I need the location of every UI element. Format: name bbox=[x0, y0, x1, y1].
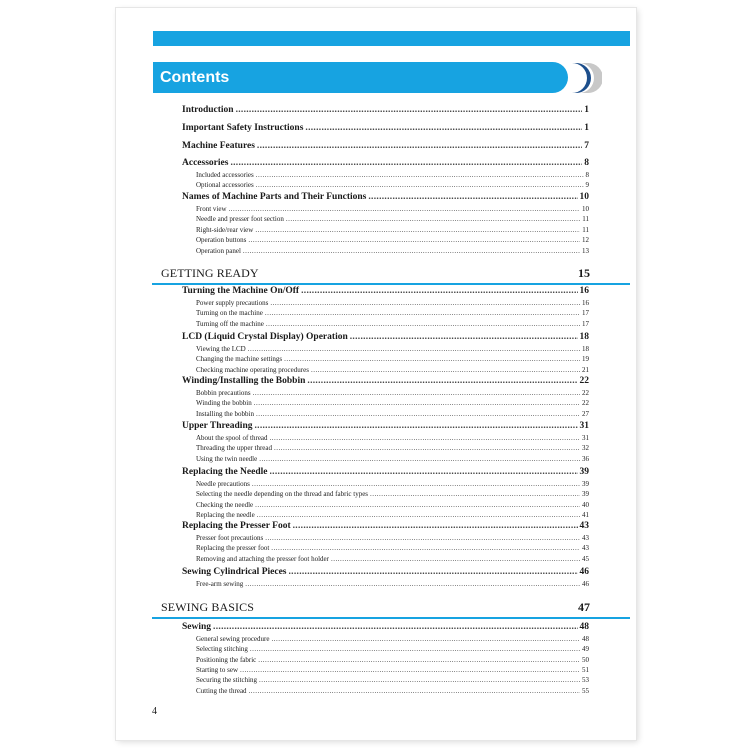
toc-subentry[interactable] bbox=[196, 354, 589, 364]
toc-entry-label: Introduction bbox=[182, 105, 234, 115]
toc-entry-label: Replacing the Presser Foot bbox=[182, 521, 291, 531]
toc-leader-dots bbox=[274, 443, 580, 453]
toc-entry-label: Names of Machine Parts and Their Functions bbox=[182, 192, 367, 202]
toc-page-number: 1 bbox=[584, 105, 589, 115]
toc-entry-label: Presser foot precautions bbox=[196, 534, 264, 542]
toc-entry-label: Selecting stitching bbox=[196, 645, 248, 654]
toc-subentry[interactable] bbox=[196, 686, 589, 696]
toc-page-number: 22 bbox=[582, 389, 589, 397]
toc-page-number: 11 bbox=[582, 225, 589, 234]
toc-subentry[interactable] bbox=[196, 308, 589, 318]
toc-page-number: 43 bbox=[582, 534, 589, 542]
toc-page-number: 39 bbox=[582, 480, 589, 488]
toc-subentry[interactable] bbox=[196, 510, 589, 520]
toc-subentry[interactable] bbox=[196, 298, 589, 308]
toc-leader-dots bbox=[249, 686, 580, 696]
toc-entry[interactable] bbox=[182, 331, 589, 344]
toc-entry-label: Replacing the presser foot bbox=[196, 544, 270, 553]
toc-entry-label: Using the twin needle bbox=[196, 454, 258, 463]
toc-subentry[interactable] bbox=[196, 204, 589, 214]
toc-entry-label: Turning off the machine bbox=[196, 319, 264, 328]
toc-subentry[interactable] bbox=[196, 344, 589, 354]
toc-page-number: 16 bbox=[579, 286, 589, 296]
toc-leader-dots bbox=[271, 634, 580, 644]
toc-page-number: 43 bbox=[582, 544, 589, 553]
toc-page-number: 19 bbox=[582, 355, 589, 364]
toc-page-number: 10 bbox=[579, 192, 589, 202]
toc-page-number: 41 bbox=[582, 510, 589, 519]
toc-entry-label: Turning the Machine On/Off bbox=[182, 286, 300, 296]
section-title: SEWING BASICS bbox=[161, 600, 254, 614]
toc-leader-dots bbox=[255, 225, 580, 235]
toc-page-number: 48 bbox=[579, 622, 589, 632]
toc-leader-dots bbox=[257, 140, 582, 153]
toc-entry-label: Operation panel bbox=[196, 246, 241, 255]
section-header bbox=[152, 600, 630, 619]
toc-leader-dots bbox=[257, 510, 580, 520]
toc-entry-label: Machine Features bbox=[182, 141, 255, 151]
toc-leader-dots bbox=[311, 365, 580, 375]
toc-entry[interactable] bbox=[182, 285, 589, 298]
toc-entry-label: Replacing the needle bbox=[196, 510, 255, 519]
toc-entry[interactable] bbox=[182, 140, 589, 153]
section-page-number: 15 bbox=[578, 266, 590, 280]
toc-leader-dots bbox=[270, 433, 580, 443]
page-title: Contents bbox=[160, 69, 230, 86]
section-page-number: 47 bbox=[578, 600, 590, 614]
toc-entry-label: Optional accessories bbox=[196, 181, 254, 190]
toc-subentry[interactable] bbox=[196, 180, 589, 190]
toc-subentry[interactable] bbox=[196, 554, 589, 564]
toc-page-number: 1 bbox=[584, 123, 589, 133]
toc-leader-dots bbox=[265, 533, 580, 543]
toc-entry-label: Upper Threading bbox=[182, 421, 253, 431]
toc-page-number: 22 bbox=[579, 376, 589, 386]
toc-page-number: 22 bbox=[582, 399, 589, 408]
toc-page-number: 48 bbox=[582, 635, 589, 643]
toc-subentry[interactable] bbox=[196, 579, 589, 589]
toc-leader-dots bbox=[213, 621, 577, 634]
toc-page-number: 8 bbox=[585, 171, 589, 179]
toc-entry-label: About the spool of thread bbox=[196, 434, 268, 442]
toc-subentry[interactable] bbox=[196, 246, 589, 256]
toc-entry-label: Needle precautions bbox=[196, 480, 250, 488]
toc-entry-label: Needle and presser foot section bbox=[196, 215, 284, 224]
toc-page-number: 51 bbox=[582, 665, 589, 674]
toc-entry[interactable] bbox=[182, 520, 589, 533]
toc-page-number: 8 bbox=[584, 158, 589, 168]
toc-entry[interactable] bbox=[182, 375, 589, 388]
toc-entry-label: Sewing bbox=[182, 622, 212, 632]
toc-leader-dots bbox=[254, 420, 577, 433]
toc-entry[interactable] bbox=[182, 420, 589, 433]
toc-page-number: 32 bbox=[582, 444, 589, 453]
toc-leader-dots bbox=[240, 665, 580, 675]
toc-page-number: 11 bbox=[582, 215, 589, 224]
toc-entry-label: Bobbin precautions bbox=[196, 389, 251, 397]
toc-leader-dots bbox=[270, 466, 578, 479]
toc-entry[interactable] bbox=[182, 122, 589, 135]
toc-leader-dots bbox=[286, 214, 580, 224]
toc-subentry[interactable] bbox=[196, 398, 589, 408]
toc-page-number: 50 bbox=[582, 655, 589, 664]
toc-leader-dots bbox=[252, 479, 580, 489]
toc-entry-label: Threading the upper thread bbox=[196, 444, 272, 453]
decorative-arc-icon bbox=[566, 60, 602, 96]
toc-entry-label: Starting to sew bbox=[196, 665, 238, 674]
toc-leader-dots bbox=[305, 122, 582, 135]
toc-leader-dots bbox=[350, 331, 578, 344]
toc-entry-label: Important Safety Instructions bbox=[182, 123, 304, 133]
page-number: 4 bbox=[152, 706, 157, 717]
toc-subentry[interactable] bbox=[196, 665, 589, 675]
toc-page-number: 39 bbox=[579, 467, 589, 477]
toc-leader-dots bbox=[307, 375, 577, 388]
toc-entry-label: Changing the machine settings bbox=[196, 355, 283, 364]
toc-subentry[interactable] bbox=[196, 489, 589, 499]
toc-subentry[interactable] bbox=[196, 655, 589, 665]
toc-entry-label: Front view bbox=[196, 205, 227, 213]
toc-entry-label: Free-arm sewing bbox=[196, 580, 244, 588]
toc-subentry[interactable] bbox=[196, 170, 589, 180]
toc-page-number: 18 bbox=[579, 332, 589, 342]
toc-leader-dots bbox=[236, 104, 583, 117]
toc-entry-label: Sewing Cylindrical Pieces bbox=[182, 567, 287, 577]
toc-page-number: 46 bbox=[579, 567, 589, 577]
toc-entry-label: Winding/Installing the Bobbin bbox=[182, 376, 306, 386]
toc-subentry[interactable] bbox=[196, 543, 589, 553]
toc-leader-dots bbox=[271, 543, 580, 553]
toc-page-number: 27 bbox=[582, 409, 589, 418]
toc-entry-label: Securing the stitching bbox=[196, 676, 258, 685]
toc-leader-dots bbox=[248, 235, 580, 245]
toc-page-number: 7 bbox=[584, 141, 589, 151]
toc-entry[interactable] bbox=[182, 466, 589, 479]
toc-entry-label: Accessories bbox=[182, 158, 229, 168]
toc-subentry[interactable] bbox=[196, 644, 589, 654]
toc-subentry[interactable] bbox=[196, 533, 589, 543]
toc-page-number: 39 bbox=[582, 490, 589, 499]
toc-page-number: 10 bbox=[582, 205, 589, 213]
toc-leader-dots bbox=[254, 398, 580, 408]
toc-page-number: 17 bbox=[582, 319, 589, 328]
toc-page-number: 13 bbox=[582, 246, 589, 255]
toc-leader-dots bbox=[266, 319, 580, 329]
toc-subentry[interactable] bbox=[196, 479, 589, 489]
toc-page-number: 53 bbox=[582, 676, 589, 685]
toc-leader-dots bbox=[256, 409, 580, 419]
toc-leader-dots bbox=[248, 344, 580, 354]
toc-leader-dots bbox=[293, 520, 578, 533]
toc-page-number: 9 bbox=[585, 181, 589, 190]
toc-page-number: 17 bbox=[582, 309, 589, 318]
toc-leader-dots bbox=[253, 388, 580, 398]
toc-subentry[interactable] bbox=[196, 409, 589, 419]
toc-leader-dots bbox=[259, 675, 580, 685]
toc-subentry[interactable] bbox=[196, 443, 589, 453]
toc-page-number: 43 bbox=[579, 521, 589, 531]
toc-leader-dots bbox=[229, 204, 580, 214]
toc-leader-dots bbox=[255, 500, 580, 510]
toc-subentry[interactable] bbox=[196, 388, 589, 398]
toc-entry-label: Operation buttons bbox=[196, 236, 247, 245]
toc-entry-label: Power supply precautions bbox=[196, 299, 269, 307]
toc-entry-label: Winding the bobbin bbox=[196, 399, 252, 408]
toc-subentry[interactable] bbox=[196, 433, 589, 443]
top-color-band bbox=[153, 31, 630, 46]
toc-subentry[interactable] bbox=[196, 319, 589, 329]
toc-page-number: 45 bbox=[582, 554, 589, 563]
toc-leader-dots bbox=[368, 191, 577, 204]
toc-leader-dots bbox=[289, 566, 578, 579]
toc-entry[interactable] bbox=[182, 621, 589, 634]
toc-page-number: 55 bbox=[582, 686, 589, 695]
toc-entry-label: Right-side/rear view bbox=[196, 225, 254, 234]
toc-leader-dots bbox=[331, 554, 580, 564]
toc-leader-dots bbox=[259, 454, 580, 464]
toc-leader-dots bbox=[230, 157, 582, 170]
toc-page-number: 49 bbox=[582, 645, 589, 654]
toc-entry-label: Checking machine operating procedures bbox=[196, 365, 309, 374]
toc-page-number: 31 bbox=[582, 434, 589, 442]
toc-leader-dots bbox=[250, 644, 580, 654]
toc-leader-dots bbox=[270, 298, 580, 308]
toc-page-number: 46 bbox=[582, 580, 589, 588]
toc-subentry[interactable] bbox=[196, 500, 589, 510]
toc-leader-dots bbox=[284, 354, 580, 364]
toc-subentry[interactable] bbox=[196, 675, 589, 685]
toc-entry[interactable] bbox=[182, 566, 589, 579]
toc-page-number: 18 bbox=[582, 345, 589, 353]
toc-page-number: 21 bbox=[582, 365, 589, 374]
toc-entry-label: Removing and attaching the presser foot holder bbox=[196, 554, 329, 563]
toc-subentry[interactable] bbox=[196, 235, 589, 245]
toc-leader-dots bbox=[243, 246, 580, 256]
toc-page-number: 40 bbox=[582, 500, 589, 509]
toc-entry-label: LCD (Liquid Crystal Display) Operation bbox=[182, 332, 348, 342]
toc-subentry[interactable] bbox=[196, 214, 589, 224]
toc-leader-dots bbox=[245, 579, 580, 589]
toc-entry[interactable] bbox=[182, 191, 589, 204]
toc-entry-label: General sewing procedure bbox=[196, 635, 270, 643]
toc-entry-label: Positioning the fabric bbox=[196, 655, 257, 664]
toc-subentry[interactable] bbox=[196, 454, 589, 464]
toc-leader-dots bbox=[265, 308, 580, 318]
toc-entry[interactable] bbox=[182, 157, 589, 170]
toc-entry-label: Included accessories bbox=[196, 171, 254, 179]
toc-page-number: 31 bbox=[579, 421, 589, 431]
toc-leader-dots bbox=[301, 285, 577, 298]
toc-leader-dots bbox=[370, 489, 580, 499]
toc-entry-label: Installing the bobbin bbox=[196, 409, 254, 418]
toc-entry[interactable] bbox=[182, 104, 589, 117]
toc-entry-label: Turning on the machine bbox=[196, 309, 263, 318]
section-title: GETTING READY bbox=[161, 266, 259, 280]
toc-entry-label: Replacing the Needle bbox=[182, 467, 268, 477]
toc-leader-dots bbox=[256, 180, 584, 190]
toc-leader-dots bbox=[256, 170, 584, 180]
toc-page-number: 12 bbox=[582, 236, 589, 245]
toc-page-number: 36 bbox=[582, 454, 589, 463]
toc-entry-label: Checking the needle bbox=[196, 500, 254, 509]
toc-entry-label: Selecting the needle depending on the thread and fabric types bbox=[196, 490, 369, 499]
toc-entry-label: Viewing the LCD bbox=[196, 345, 246, 353]
toc-entry-label: Cutting the thread bbox=[196, 686, 247, 695]
section-header bbox=[152, 266, 630, 285]
toc-subentry[interactable] bbox=[196, 634, 589, 644]
toc-leader-dots bbox=[258, 655, 580, 665]
toc-subentry[interactable] bbox=[196, 225, 589, 235]
toc-subentry[interactable] bbox=[196, 365, 589, 375]
toc-page-number: 16 bbox=[582, 299, 589, 307]
